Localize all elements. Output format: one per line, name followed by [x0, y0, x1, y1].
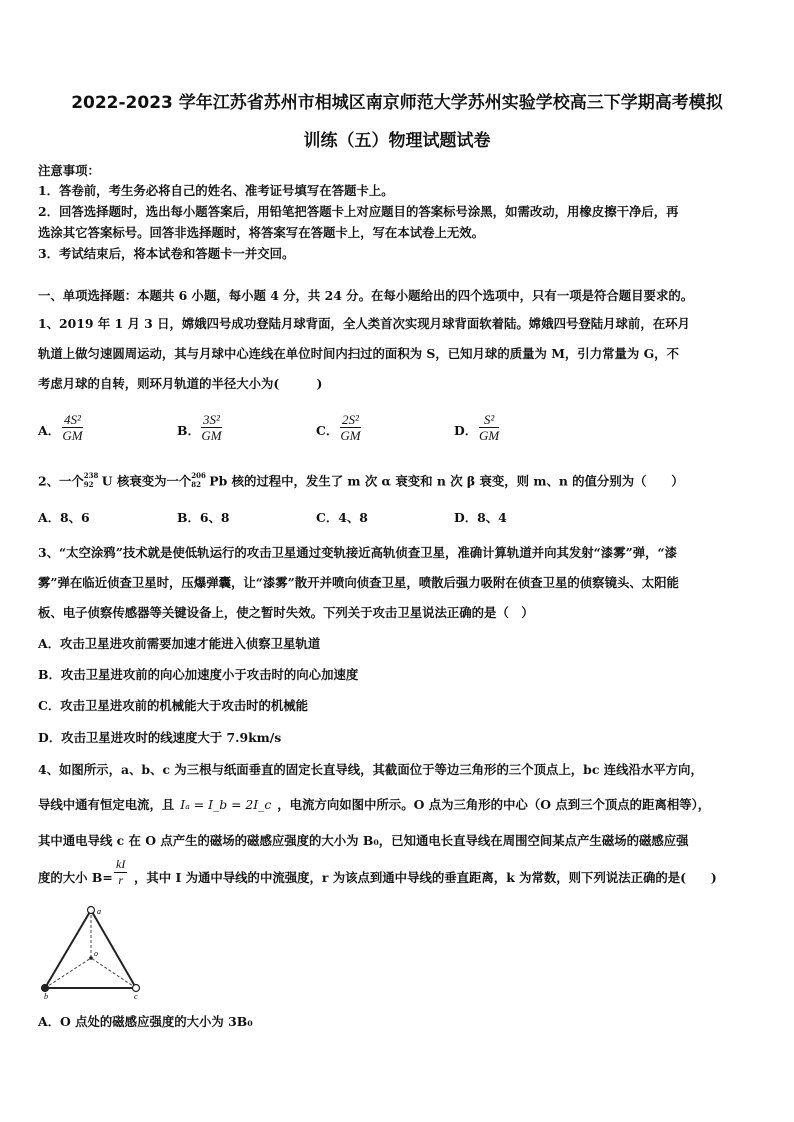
q3-line-2: 雾”弹在临近侦查卫星时，压爆弹囊，让“漆雾”散开并喷向侦查卫星，喷散后强力吸附在侦查卫星的侦察镜头、太阳能 — [38, 575, 679, 590]
notice-heading: 注意事项： — [38, 163, 100, 178]
q1-option-b-fraction — [201, 412, 222, 443]
notice-item-2-cont: 选涂其它答案标号。回答非选择题时，将答案写在答题卡上，写在本试卷上无效。 — [38, 225, 485, 240]
q3-option-c: C．攻击卫星进攻前的机械能大于攻击时的机械能 — [38, 698, 309, 713]
q4-line-2b: ，电流方向如图中所示。O 点为三角形的中心（O 点到三个顶点的距离相等）， — [277, 797, 711, 812]
q1-line-1: 1、2019 年 1 月 3 日，嫦娥四号成功登陆月球背面，全人类首次实现月球背面软着陆。嫦娥四号登陆月球前，在环月 — [38, 316, 690, 331]
exam-title-line2: 训练（五）物理试题试卷 — [303, 131, 491, 151]
q1-option-a-fraction — [62, 412, 83, 443]
q1-option-b-num: 3S² — [203, 412, 220, 427]
notice-item-1: 1．答卷前，考生务必将自己的姓名、准考证号填写在答题卡上。 — [38, 183, 394, 198]
q1-option-a-label: A． — [38, 423, 61, 438]
field-formula-den: r — [118, 873, 123, 887]
q1-option-a-den: GM — [62, 428, 83, 443]
q4-line-4b: ，其中 I 为通中导线的中流强度，r 为该点到通中导线的垂直距离，k 为常数，则下列说法正确的是( ) — [134, 870, 717, 885]
q1-option-c-fraction — [340, 412, 361, 443]
q3-option-a: A．攻击卫星进攻前需要加速才能进入侦察卫星轨道 — [38, 636, 321, 651]
label-o: o — [94, 949, 98, 958]
q3-line-1: 3、“太空涂鸦”技术就是使低轨运行的攻击卫星通过变轨接近高轨侦查卫星，准确计算轨道并向其发射“漆雾”弹，“漆 — [38, 545, 678, 560]
q1-option-b-label: B． — [177, 423, 200, 438]
q2-option-b: B．6、8 — [177, 510, 230, 525]
q1-option-d-fraction — [479, 412, 499, 443]
q4-line-1: 4、如图所示，a、b、c 为三根与纸面垂直的固定长直导线，其截面位于等边三角形的三个顶点上，bc 连线沿水平方向， — [38, 762, 703, 777]
label-c: c — [134, 992, 138, 1000]
q1-option-c-den: GM — [340, 428, 361, 443]
q4-line-2a: 导线中通有恒定电流，且 — [38, 797, 175, 812]
field-formula-num: kI — [116, 857, 126, 871]
current-equation: Iₐ = I_b = 2I_c — [180, 797, 272, 812]
uranium-isotope — [84, 473, 102, 491]
q1-option-d-num: S² — [479, 412, 499, 428]
q2-suffix: 核的过程中，发生了 m 次 α 衰变和 n 次 β 衰变，则 m、n 的值分别为（ ） — [231, 473, 684, 489]
uranium-atomic: 92 — [83, 480, 94, 489]
label-b: b — [44, 992, 48, 1000]
q4-line-4a: 度的大小 B= — [38, 870, 113, 885]
q1-line-2: 轨道上做匀速圆周运动，其与月球中心连线在单位时间内扫过的面积为 S，已知月球的质量为 M，引力常量为 G，不 — [38, 346, 679, 361]
q1-option-d-den: GM — [479, 428, 500, 443]
lead-mass: 206 — [191, 471, 206, 480]
triangle-wire-figure — [36, 900, 146, 1000]
q1-line-3: 考虑月球的自转，则环月轨道的半径大小为( ) — [38, 376, 323, 391]
lead-atomic: 82 — [191, 480, 202, 489]
q4-line-3: 其中通电导线 c 在 O 点产生的磁场的磁感应强度的大小为 B₀，已知通电长直导线在周围空间某点产生磁场的磁感应强 — [38, 833, 689, 848]
q1-option-c-label: C． — [316, 423, 339, 438]
q1-option-a-num: 4S² — [64, 412, 81, 427]
q3-option-b: B．攻击卫星进攻前的向心加速度小于攻击时的向心加速度 — [38, 667, 359, 682]
uranium-mass: 238 — [83, 471, 99, 480]
uranium-symbol: U — [101, 473, 113, 489]
q2-option-a: A．8、6 — [38, 510, 90, 525]
section-heading: 一、单项选择题：本题共 6 小题，每小题 4 分，共 24 分。在每小题给出的四个选项中，只有一项是符合题目要求的。 — [38, 288, 694, 303]
q2-stem — [38, 473, 684, 491]
q2-mid: 核衰变为一个 — [116, 473, 192, 489]
field-formula-fraction — [114, 857, 127, 888]
lead-isotope — [191, 473, 209, 491]
notice-item-2: 2．回答选择题时，选出每小题答案后，用铅笔把答题卡上对应题目的答案标号涂黑，如需改动，用橡皮擦干净后，再 — [38, 204, 679, 219]
q4-option-a: A．O 点处的磁感应强度的大小为 3B₀ — [38, 1014, 253, 1029]
q1-option-c-num: 2S² — [342, 412, 359, 427]
q2-prefix: 2、一个 — [38, 473, 84, 489]
q3-option-d: D．攻击卫星进攻时的线速度大于 7.9km/s — [38, 730, 282, 745]
q4-line-2 — [38, 797, 710, 813]
q1-option-b-den: GM — [201, 428, 222, 443]
q1-option-d-label: D． — [454, 423, 478, 438]
exam-title-line1: 2022-2023 学年江苏省苏州市相城区南京师范大学苏州实验学校高三下学期高考模拟 — [71, 93, 723, 113]
lead-symbol: Pb — [209, 473, 228, 489]
q3-line-3: 板、电子侦察传感器等关键设备上，使之暂时失效。下列关于攻击卫星说法正确的是（ ） — [38, 605, 534, 620]
q2-option-c: C．4、8 — [316, 510, 368, 525]
q2-option-d: D．8、4 — [454, 510, 507, 525]
label-a: a — [97, 907, 101, 916]
notice-item-3: 3．考试结束后，将本试卷和答题卡一并交回。 — [38, 246, 295, 261]
